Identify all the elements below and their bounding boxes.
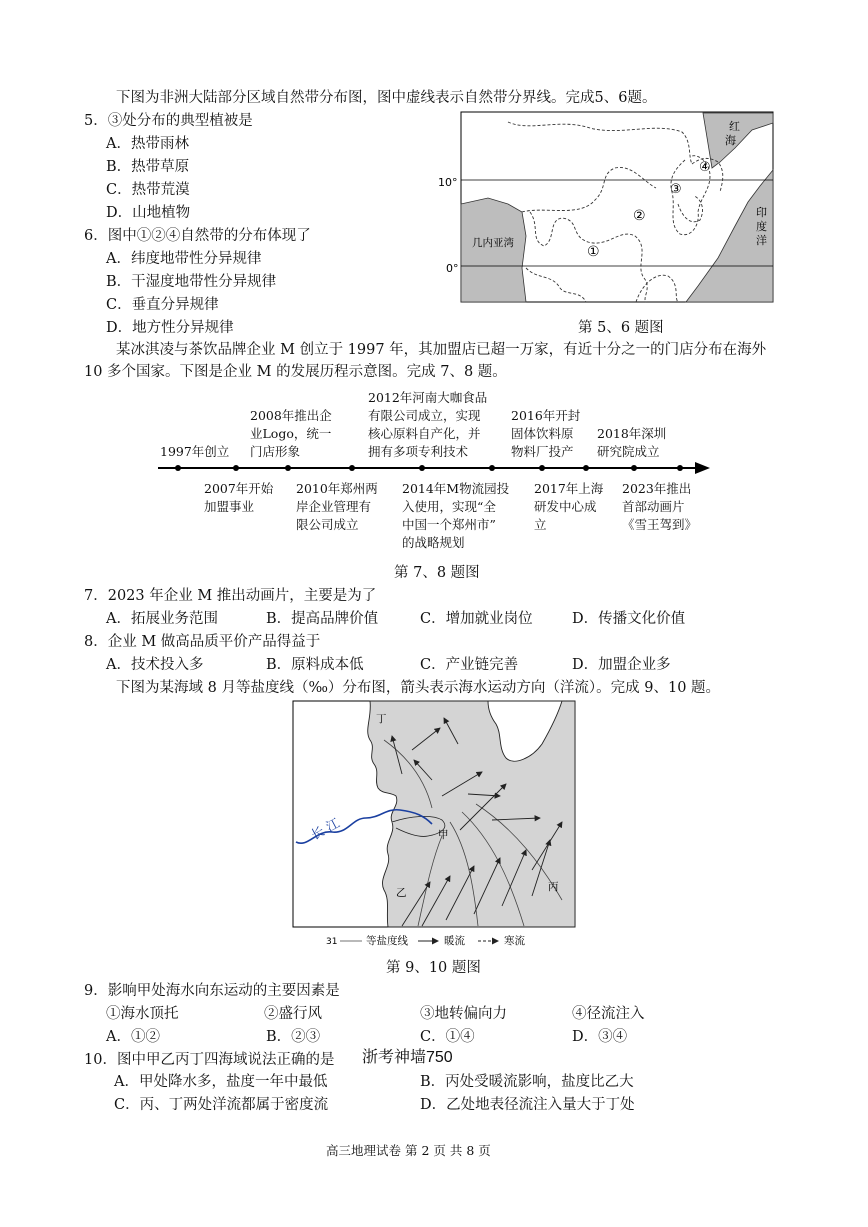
bing-label: 丙 bbox=[548, 881, 559, 893]
intro-q5-6: 下图为非洲大陆部分区域自然带分布图，图中虚线表示自然带分界线。完成5、6题。 bbox=[116, 90, 657, 106]
q8-option-c[interactable]: C．产业链完善 bbox=[420, 657, 519, 673]
indian-ocean-label-1: 印 bbox=[756, 206, 767, 219]
q10-option-d[interactable]: D．乙处地表径流注入量大于丁处 bbox=[420, 1097, 635, 1113]
q9-option-d[interactable]: D．③④ bbox=[572, 1029, 628, 1045]
event-2023-line1: 2023年推出 bbox=[622, 481, 692, 496]
event-2008-line2: 业Logo，统一 bbox=[250, 426, 332, 441]
lat-0-label: 0° bbox=[446, 262, 459, 275]
africa-zone-map bbox=[430, 108, 780, 308]
zone-4-marker: ④ bbox=[699, 160, 711, 175]
q10-option-a[interactable]: A．甲处降水多，盐度一年中最低 bbox=[114, 1074, 328, 1090]
event-2017-line3: 立 bbox=[534, 517, 547, 532]
q6-stem: 6．图中①②④自然带的分布体现了 bbox=[84, 228, 311, 244]
event-2014-line3: 中国一个郑州市” bbox=[402, 517, 496, 532]
q9-item-3: ③地转偏向力 bbox=[420, 1006, 507, 1022]
page-footer: 高三地理试卷 第 2 页 共 8 页 bbox=[326, 1143, 491, 1158]
q5-option-b[interactable]: B．热带草原 bbox=[106, 159, 190, 175]
event-2010-line1: 2010年郑州两 bbox=[296, 481, 378, 496]
q8-option-d[interactable]: D．加盟企业多 bbox=[572, 657, 671, 673]
timeline-axis bbox=[150, 458, 720, 478]
intro-q7-8-line1: 某冰淇凌与茶饮品牌企业 M 创立于 1997 年，其加盟店已超一万家，有近十分之一的门店分布在海外 bbox=[116, 342, 767, 358]
event-2012-line1: 2012年河南大咖食品 bbox=[368, 390, 488, 405]
event-2012-line4: 拥有多项专利技术 bbox=[368, 444, 469, 459]
q9-options bbox=[106, 1025, 627, 1046]
q9-option-c[interactable]: C．①④ bbox=[420, 1029, 475, 1045]
salinity-map bbox=[292, 700, 576, 950]
q7-stem: 7．2023 年企业 M 推出动画片，主要是为了 bbox=[84, 588, 377, 604]
event-2007-line2: 加盟事业 bbox=[204, 499, 255, 514]
jia-label: 甲 bbox=[438, 829, 449, 841]
event-2008-line3: 门店形象 bbox=[250, 444, 301, 459]
event-2010-line3: 限公司成立 bbox=[296, 517, 359, 532]
event-2018-line2: 研究院成立 bbox=[597, 444, 660, 459]
q5-option-a[interactable]: A．热带雨林 bbox=[106, 136, 189, 152]
q10-stem: 10．图中甲乙丙丁四海域说法正确的是 bbox=[84, 1052, 335, 1068]
legend-isoline: 等盐度线 bbox=[366, 935, 408, 947]
event-2016-line3: 物料厂投产 bbox=[511, 444, 574, 459]
q10-option-c[interactable]: C．丙、丁两处洋流都属于密度流 bbox=[114, 1097, 329, 1113]
q6-option-c[interactable]: C．垂直分异规律 bbox=[106, 297, 219, 313]
map2-caption: 第 9、10 题图 bbox=[386, 960, 481, 976]
event-2023-line3: 《雪王驾到》 bbox=[622, 517, 698, 532]
zone-3-marker: ③ bbox=[670, 182, 682, 197]
q7-option-d[interactable]: D．传播文化价值 bbox=[572, 611, 686, 627]
event-2017-line2: 研发中心成 bbox=[534, 499, 597, 514]
q10-option-b[interactable]: B．丙处受暖流影响，盐度比乙大 bbox=[420, 1074, 634, 1090]
event-2012-line3: 核心原料自产化，并 bbox=[368, 426, 481, 441]
map1-caption: 第 5、6 题图 bbox=[578, 320, 664, 336]
q9-items bbox=[106, 1002, 645, 1023]
event-2017-line1: 2017年上海 bbox=[534, 481, 604, 496]
indian-ocean-label-2: 度 bbox=[756, 220, 767, 233]
ding-label: 丁 bbox=[376, 713, 387, 725]
q5-option-d[interactable]: D．山地植物 bbox=[106, 205, 191, 221]
q9-item-2: ②盛行风 bbox=[264, 1006, 322, 1022]
zone-1-marker: ① bbox=[587, 244, 600, 260]
intro-q7-8-line2: 10 多个国家。下图是企业 M 的发展历程示意图。完成 7、8 题。 bbox=[84, 364, 507, 380]
q9-item-4: ④径流注入 bbox=[572, 1006, 645, 1022]
q7-option-a[interactable]: A．拓展业务范围 bbox=[106, 611, 218, 627]
event-1997: 1997年创立 bbox=[160, 444, 230, 459]
gulf-of-guinea-label: 几内亚湾 bbox=[472, 237, 514, 249]
event-2012-line2: 有限公司成立，实现 bbox=[368, 408, 481, 423]
legend-cold: 寒流 bbox=[504, 935, 525, 947]
q8-options bbox=[106, 653, 671, 674]
red-sea-label-2: 海 bbox=[725, 134, 736, 147]
q5-option-c[interactable]: C．热带荒漠 bbox=[106, 182, 190, 198]
event-2010-line2: 岸企业管理有 bbox=[296, 499, 372, 514]
q10-options-row2 bbox=[114, 1093, 635, 1114]
q10-options-row1 bbox=[114, 1070, 634, 1091]
q7-option-b[interactable]: B．提高品牌价值 bbox=[266, 611, 379, 627]
q5-stem: 5．③处分布的典型植被是 bbox=[84, 113, 253, 129]
q8-stem: 8．企业 M 做高品质平价产品得益于 bbox=[84, 634, 321, 650]
q6-option-b[interactable]: B．干湿度地带性分异规律 bbox=[106, 274, 277, 290]
q8-option-a[interactable]: A．技术投入多 bbox=[106, 657, 204, 673]
legend-warm: 暖流 bbox=[444, 935, 465, 947]
indian-ocean-label-3: 洋 bbox=[756, 234, 767, 247]
timeline-caption: 第 7、8 题图 bbox=[394, 565, 480, 581]
event-2014-line1: 2014年M物流园投 bbox=[402, 481, 510, 496]
red-sea-label-1: 红 bbox=[729, 120, 740, 133]
q9-stem: 9．影响甲处海水向东运动的主要因素是 bbox=[84, 983, 340, 999]
yi-label: 乙 bbox=[396, 887, 407, 899]
intro-q9-10: 下图为某海域 8 月等盐度线（‰）分布图，箭头表示海水运动方向（洋流）。完成 9、10 题。 bbox=[116, 680, 721, 696]
legend-isoline-value: 31 bbox=[326, 937, 338, 947]
q8-option-b[interactable]: B．原料成本低 bbox=[266, 657, 364, 673]
q9-item-1: ①海水顶托 bbox=[106, 1006, 179, 1022]
q9-option-a[interactable]: A．①② bbox=[106, 1029, 160, 1045]
q6-option-a[interactable]: A．纬度地带性分异规律 bbox=[106, 251, 262, 267]
event-2023-line2: 首部动画片 bbox=[622, 499, 685, 514]
watermark: 浙考神墙750 bbox=[362, 1049, 453, 1066]
event-2018-line1: 2018年深圳 bbox=[597, 426, 667, 441]
event-2016-line1: 2016年开封 bbox=[511, 408, 581, 423]
q7-options bbox=[106, 607, 685, 628]
event-2007-line1: 2007年开始 bbox=[204, 481, 274, 496]
zone-2-marker: ② bbox=[633, 208, 646, 224]
event-2016-line2: 固体饮料原 bbox=[511, 426, 574, 441]
q6-option-d[interactable]: D．地方性分异规律 bbox=[106, 320, 234, 336]
lat-10-label: 10° bbox=[438, 176, 458, 189]
q7-option-c[interactable]: C．增加就业岗位 bbox=[420, 611, 533, 627]
event-2014-line4: 的战略规划 bbox=[402, 535, 465, 550]
q9-option-b[interactable]: B．②③ bbox=[266, 1029, 321, 1045]
event-2014-line2: 入使用，实现“全 bbox=[402, 499, 496, 514]
event-2008-line1: 2008年推出企 bbox=[250, 408, 332, 423]
yangtze-label: 长 江 bbox=[308, 816, 343, 844]
